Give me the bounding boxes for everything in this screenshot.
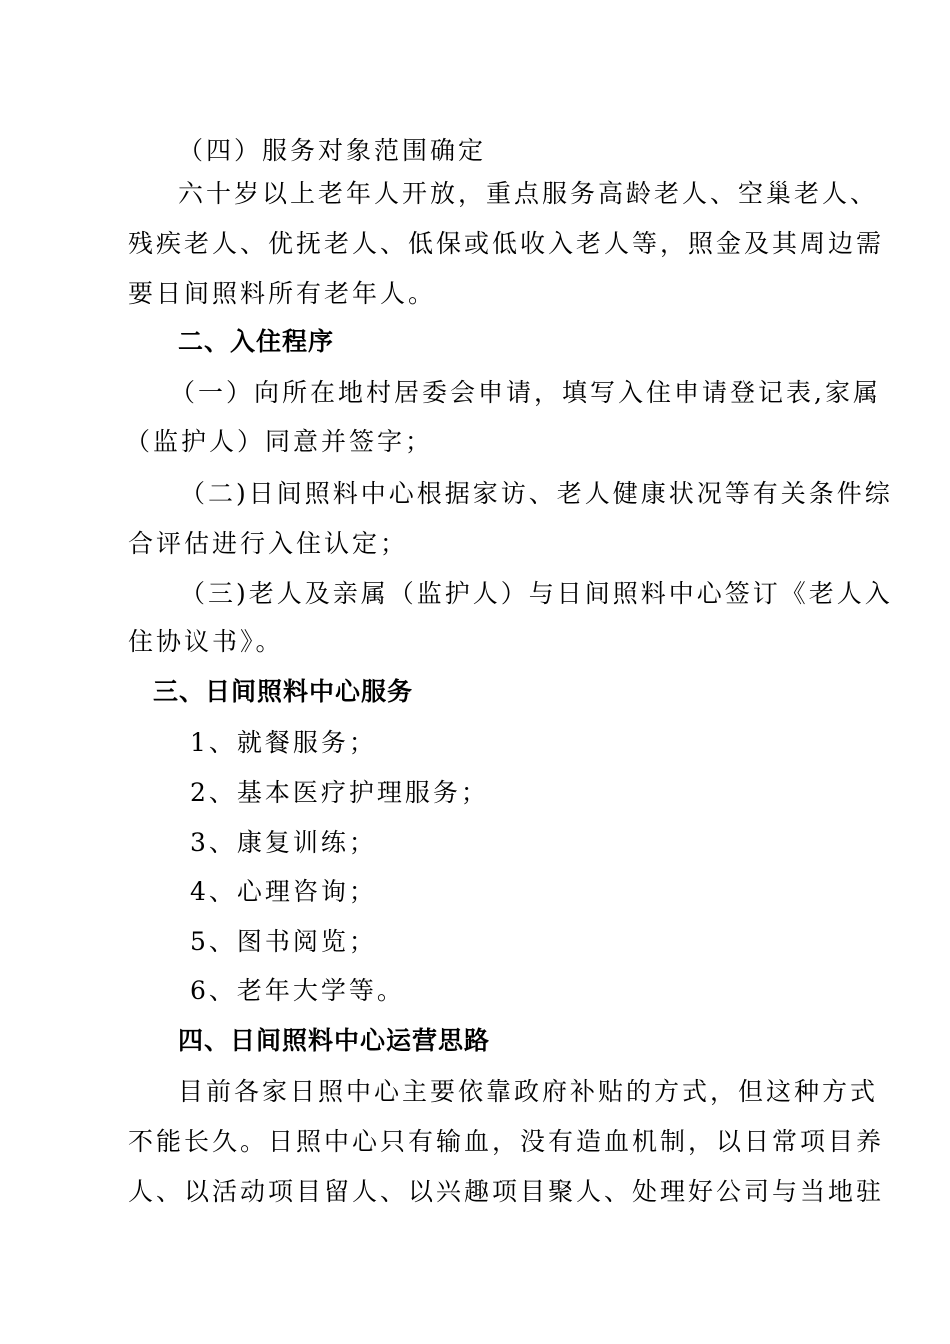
list-item: 4、心理咨询； — [190, 877, 377, 906]
paragraph-line: （一）向所在地村居委会申请，填写入住申请登记表,家属 — [170, 378, 881, 407]
paragraph-line: 残疾老人、优抚老人、低保或低收入老人等，照金及其周边需 — [128, 229, 885, 258]
list-item: 5、图书阅览； — [190, 927, 377, 956]
paragraph-line: 人、以活动项目留人、以兴趣项目聚人、处理好公司与当地驻 — [128, 1177, 885, 1206]
subheading-service-scope: （四）服务对象范围确定 — [178, 136, 487, 165]
paragraph-line: 不能长久。日照中心只有输血，没有造血机制，以日常项目养 — [128, 1127, 885, 1156]
paragraph-line: 住协议书》。 — [128, 627, 284, 656]
section-heading-operations: 四、日间照料中心运营思路 — [178, 1026, 491, 1055]
paragraph-line: 合评估进行入住认定； — [128, 529, 409, 558]
paragraph-line: 要日间照料所有老年人。 — [128, 279, 437, 308]
paragraph-line: （三)老人及亲属（监护人）与日间照料中心签订《老人入 — [180, 579, 893, 608]
section-heading-services: 三、日间照料中心服务 — [153, 677, 414, 706]
paragraph-line: （监护人）同意并签字； — [125, 427, 434, 456]
list-item: 6、老年大学等。 — [190, 976, 405, 1005]
list-item: 1、就餐服务； — [190, 728, 377, 757]
paragraph-line: 目前各家日照中心主要依靠政府补贴的方式，但这种方式 — [178, 1077, 879, 1106]
list-item: 3、康复训练； — [190, 828, 377, 857]
paragraph-line: 六十岁以上老年人开放，重点服务高龄老人、空巢老人、 — [178, 179, 879, 208]
section-heading-admission: 二、入住程序 — [178, 327, 335, 356]
paragraph-line: （二)日间照料中心根据家访、老人健康状况等有关条件综 — [180, 479, 893, 508]
list-item: 2、基本医疗护理服务； — [190, 778, 489, 807]
